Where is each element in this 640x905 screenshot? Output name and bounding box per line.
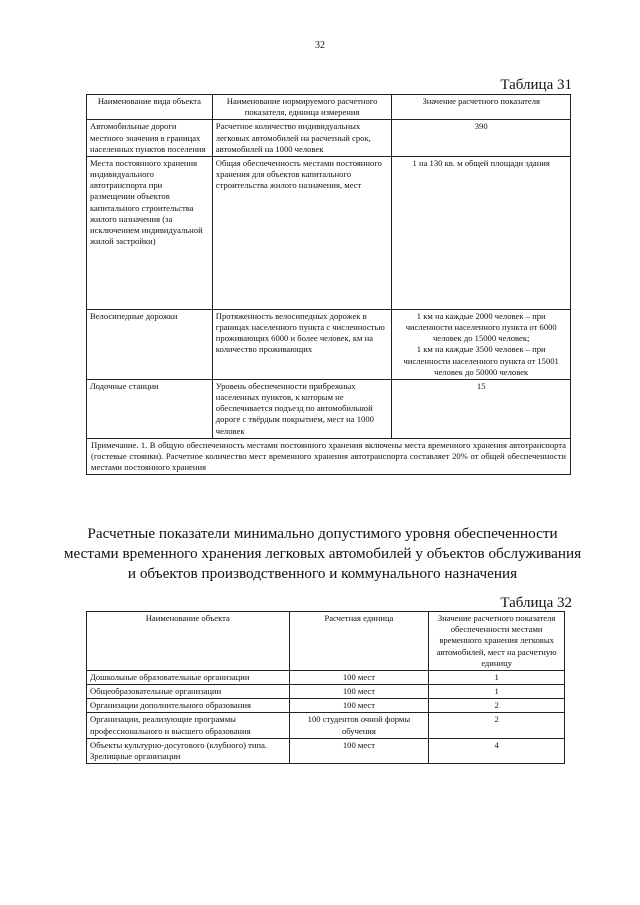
table-31-header-row — [87, 95, 571, 120]
table-32-row — [87, 685, 565, 699]
table-32-object-cell: Общеобразовательные организации — [87, 685, 290, 699]
table-31-row — [87, 309, 571, 379]
section-heading: Расчетные показатели минимально допустимого уровня обеспеченности местами временного хранения легковых автомобилей у объектов обслуживания и объектов производственного и коммунального назначения — [63, 525, 582, 583]
table-31-note: Примечание. 1. В общую обеспеченность местами постоянного хранения включены места временного хранения автотранспорта (гостевые стоянки). Расчетное количество мест временного хранения автотранспорта составляет 20% от общей обеспеченности местами постоянного хранения — [87, 438, 571, 475]
table-32-unit-cell: 100 мест — [289, 670, 429, 684]
table-31-caption: Таблица 31 — [500, 77, 572, 93]
table-31-indicator-cell: Протяженность велосипедных дорожек в границах населенного пункта с численностью проживающих 6000 и более человек, км на количество проживающих — [212, 309, 392, 379]
table-31 — [86, 94, 571, 475]
table-31-value-cell: 390 — [392, 120, 571, 157]
table-32 — [86, 611, 565, 764]
table-32-value-cell: 2 — [429, 699, 565, 713]
table-31-header-indicator: Наименование нормируемого расчетного показателя, единица измерения — [212, 95, 392, 120]
table-32-header-row — [87, 612, 565, 671]
table-32-header-object: Наименование объекта — [87, 612, 290, 671]
table-32-unit-cell: 100 студентов очной формы обучения — [289, 713, 429, 738]
table-32-object-cell: Организации, реализующие программы профессионального и высшего образования — [87, 713, 290, 738]
table-32-object-cell: Организации дополнительного образования — [87, 699, 290, 713]
table-32-unit-cell: 100 мест — [289, 685, 429, 699]
table-31-object-cell: Места постоянного хранения индивидуального автотранспорта при размещении объектов капитального строительства жилого назначения (за исключением индивидуальной жилой застройки) — [87, 156, 213, 309]
table-31-value-cell: 15 — [392, 379, 571, 438]
table-32-value-cell: 1 — [429, 670, 565, 684]
table-31-object-cell: Лодочные станции — [87, 379, 213, 438]
table-32-object-cell: Объекты культурно-досугового (клубного) типа. Зрелищные организации — [87, 738, 290, 763]
table-31-value-line: 1 км на каждые 3500 человек – при численности населенного пункта от 15001 человек до 50000 человек — [403, 344, 559, 377]
table-31-indicator-cell: Общая обеспеченность местами постоянного хранения для объектов капитального строительства жилого назначения, мест — [212, 156, 392, 309]
table-31-row — [87, 379, 571, 438]
table-31-object-cell: Автомобильные дороги местного значения в границах населенных пунктов поселения — [87, 120, 213, 157]
table-32-value-cell: 4 — [429, 738, 565, 763]
table-32-row — [87, 670, 565, 684]
table-32-object-cell: Дошкольные образовательные организации — [87, 670, 290, 684]
table-32-unit-cell: 100 мест — [289, 738, 429, 763]
table-31-row — [87, 120, 571, 157]
page-number: 32 — [315, 40, 325, 51]
table-31-header-value: Значение расчетного показателя — [392, 95, 571, 120]
table-32-row — [87, 738, 565, 763]
table-32-value-cell: 1 — [429, 685, 565, 699]
table-31-header-object: Наименование вида объекта — [87, 95, 213, 120]
table-32-caption: Таблица 32 — [500, 595, 572, 611]
table-32-unit-cell: 100 мест — [289, 699, 429, 713]
table-32-header-value: Значение расчетного показателя обеспеченности местами временного хранения легковых автомобилей, мест на расчетную единицу — [429, 612, 565, 671]
table-31-value-cell — [392, 309, 571, 379]
table-32-header-unit: Расчетная единица — [289, 612, 429, 671]
table-31-object-cell: Велосипедные дорожки — [87, 309, 213, 379]
table-31-row — [87, 156, 571, 309]
table-31-indicator-cell: Расчетное количество индивидуальных легковых автомобилей на расчетный срок, автомобилей на 1000 человек — [212, 120, 392, 157]
table-31-indicator-cell: Уровень обеспеченности прибрежных населенных пунктов, к которым не обеспечивается подъезд по автомобильной дороге с твёрдым покрытием, мест на 1000 человек — [212, 379, 392, 438]
table-31-value-cell: 1 на 130 кв. м общей площади здания — [392, 156, 571, 309]
table-32-row — [87, 699, 565, 713]
table-31-value-line: 1 км на каждые 2000 человек – при численности населенного пункта от 6000 человек до 15000 человек; — [405, 310, 557, 344]
table-32-value-cell: 2 — [429, 713, 565, 738]
table-32-row — [87, 713, 565, 738]
table-31-note-row — [87, 438, 571, 475]
